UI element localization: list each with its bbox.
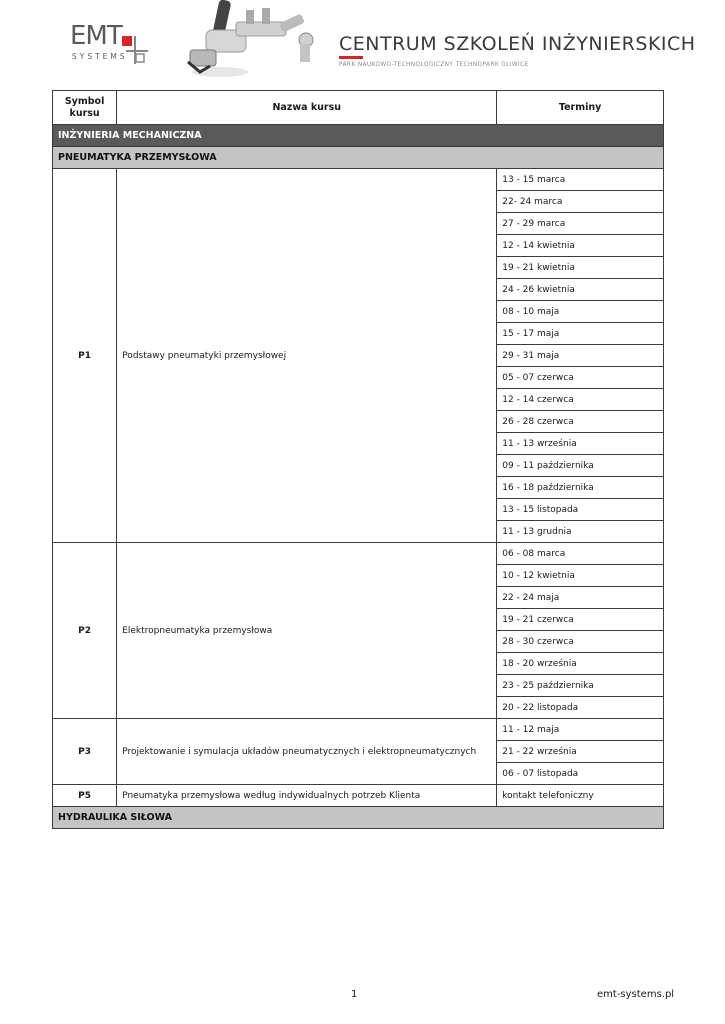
subsection-row [53, 807, 664, 829]
course-term: 29 - 31 maja [497, 345, 664, 367]
course-term: 22- 24 marca [497, 191, 664, 213]
logo-main-text: EMT [70, 21, 122, 51]
course-term: 06 - 07 listopada [497, 763, 664, 785]
section-row [53, 125, 664, 147]
header-symbol: Symbol kursu [53, 91, 117, 125]
course-term: 28 - 30 czerwca [497, 631, 664, 653]
table-row [53, 169, 664, 191]
course-term: kontakt telefoniczny [497, 785, 664, 807]
course-term: 22 - 24 maja [497, 587, 664, 609]
subsection-title: PNEUMATYKA PRZEMYSŁOWA [53, 147, 664, 169]
course-term: 16 - 18 października [497, 477, 664, 499]
page-number: 1 [351, 989, 358, 1000]
table-row [53, 543, 664, 565]
course-term: 05 - 07 czerwca [497, 367, 664, 389]
course-term: 12 - 14 kwietnia [497, 235, 664, 257]
table-row [53, 719, 664, 741]
subsection-title: HYDRAULIKA SIŁOWA [53, 807, 664, 829]
website-url[interactable]: emt-systems.pl [597, 989, 675, 1000]
logo-plus-icon [116, 28, 148, 68]
header-course-name: Nazwa kursu [117, 91, 497, 125]
training-center-title: CENTRUM SZKOLEŃ INŻYNIERSKICH [339, 33, 696, 55]
course-symbol: P1 [53, 169, 117, 543]
course-term: 08 - 10 maja [497, 301, 664, 323]
training-center-subtitle: PARK NAUKOWO-TECHNOLOGICZNY TECHNOPARK GLIWICE [339, 62, 529, 68]
course-term: 26 - 28 czerwca [497, 411, 664, 433]
course-symbol: P5 [53, 785, 117, 807]
course-symbol: P3 [53, 719, 117, 785]
course-term: 13 - 15 marca [497, 169, 664, 191]
course-schedule-table [52, 90, 664, 829]
course-term: 24 - 26 kwietnia [497, 279, 664, 301]
course-term: 15 - 17 maja [497, 323, 664, 345]
course-term: 06 - 08 marca [497, 543, 664, 565]
course-term: 19 - 21 czerwca [497, 609, 664, 631]
course-name: Pneumatyka przemysłowa według indywidualnych potrzeb Klienta [117, 785, 497, 807]
course-term: 10 - 12 kwietnia [497, 565, 664, 587]
header-terms: Terminy [497, 91, 664, 125]
table-row [53, 785, 664, 807]
course-name: Elektropneumatyka przemysłowa [117, 543, 497, 719]
table-header-row [53, 91, 664, 125]
course-term: 13 - 15 listopada [497, 499, 664, 521]
course-term: 27 - 29 marca [497, 213, 664, 235]
course-term: 19 - 21 kwietnia [497, 257, 664, 279]
section-title: INŻYNIERIA MECHANICZNA [53, 125, 664, 147]
page-header [0, 0, 725, 84]
logo-sub-text: SYSTEMS [72, 52, 128, 61]
course-symbol: P2 [53, 543, 117, 719]
course-term: 09 - 11 października [497, 455, 664, 477]
course-term: 21 - 22 września [497, 741, 664, 763]
course-term: 23 - 25 października [497, 675, 664, 697]
course-term: 11 - 12 maja [497, 719, 664, 741]
course-term: 20 - 22 listopada [497, 697, 664, 719]
emt-systems-logo [70, 22, 150, 72]
course-name: Projektowanie i symulacja układów pneumatycznych i elektropneumatycznych [117, 719, 497, 785]
robot-arm-illustration [180, 0, 330, 84]
course-term: 11 - 13 grudnia [497, 521, 664, 543]
course-term: 12 - 14 czerwca [497, 389, 664, 411]
subsection-row [53, 147, 664, 169]
course-term: 11 - 13 września [497, 433, 664, 455]
course-term: 18 - 20 września [497, 653, 664, 675]
course-name: Podstawy pneumatyki przemysłowej [117, 169, 497, 543]
title-accent-bar [339, 56, 363, 59]
